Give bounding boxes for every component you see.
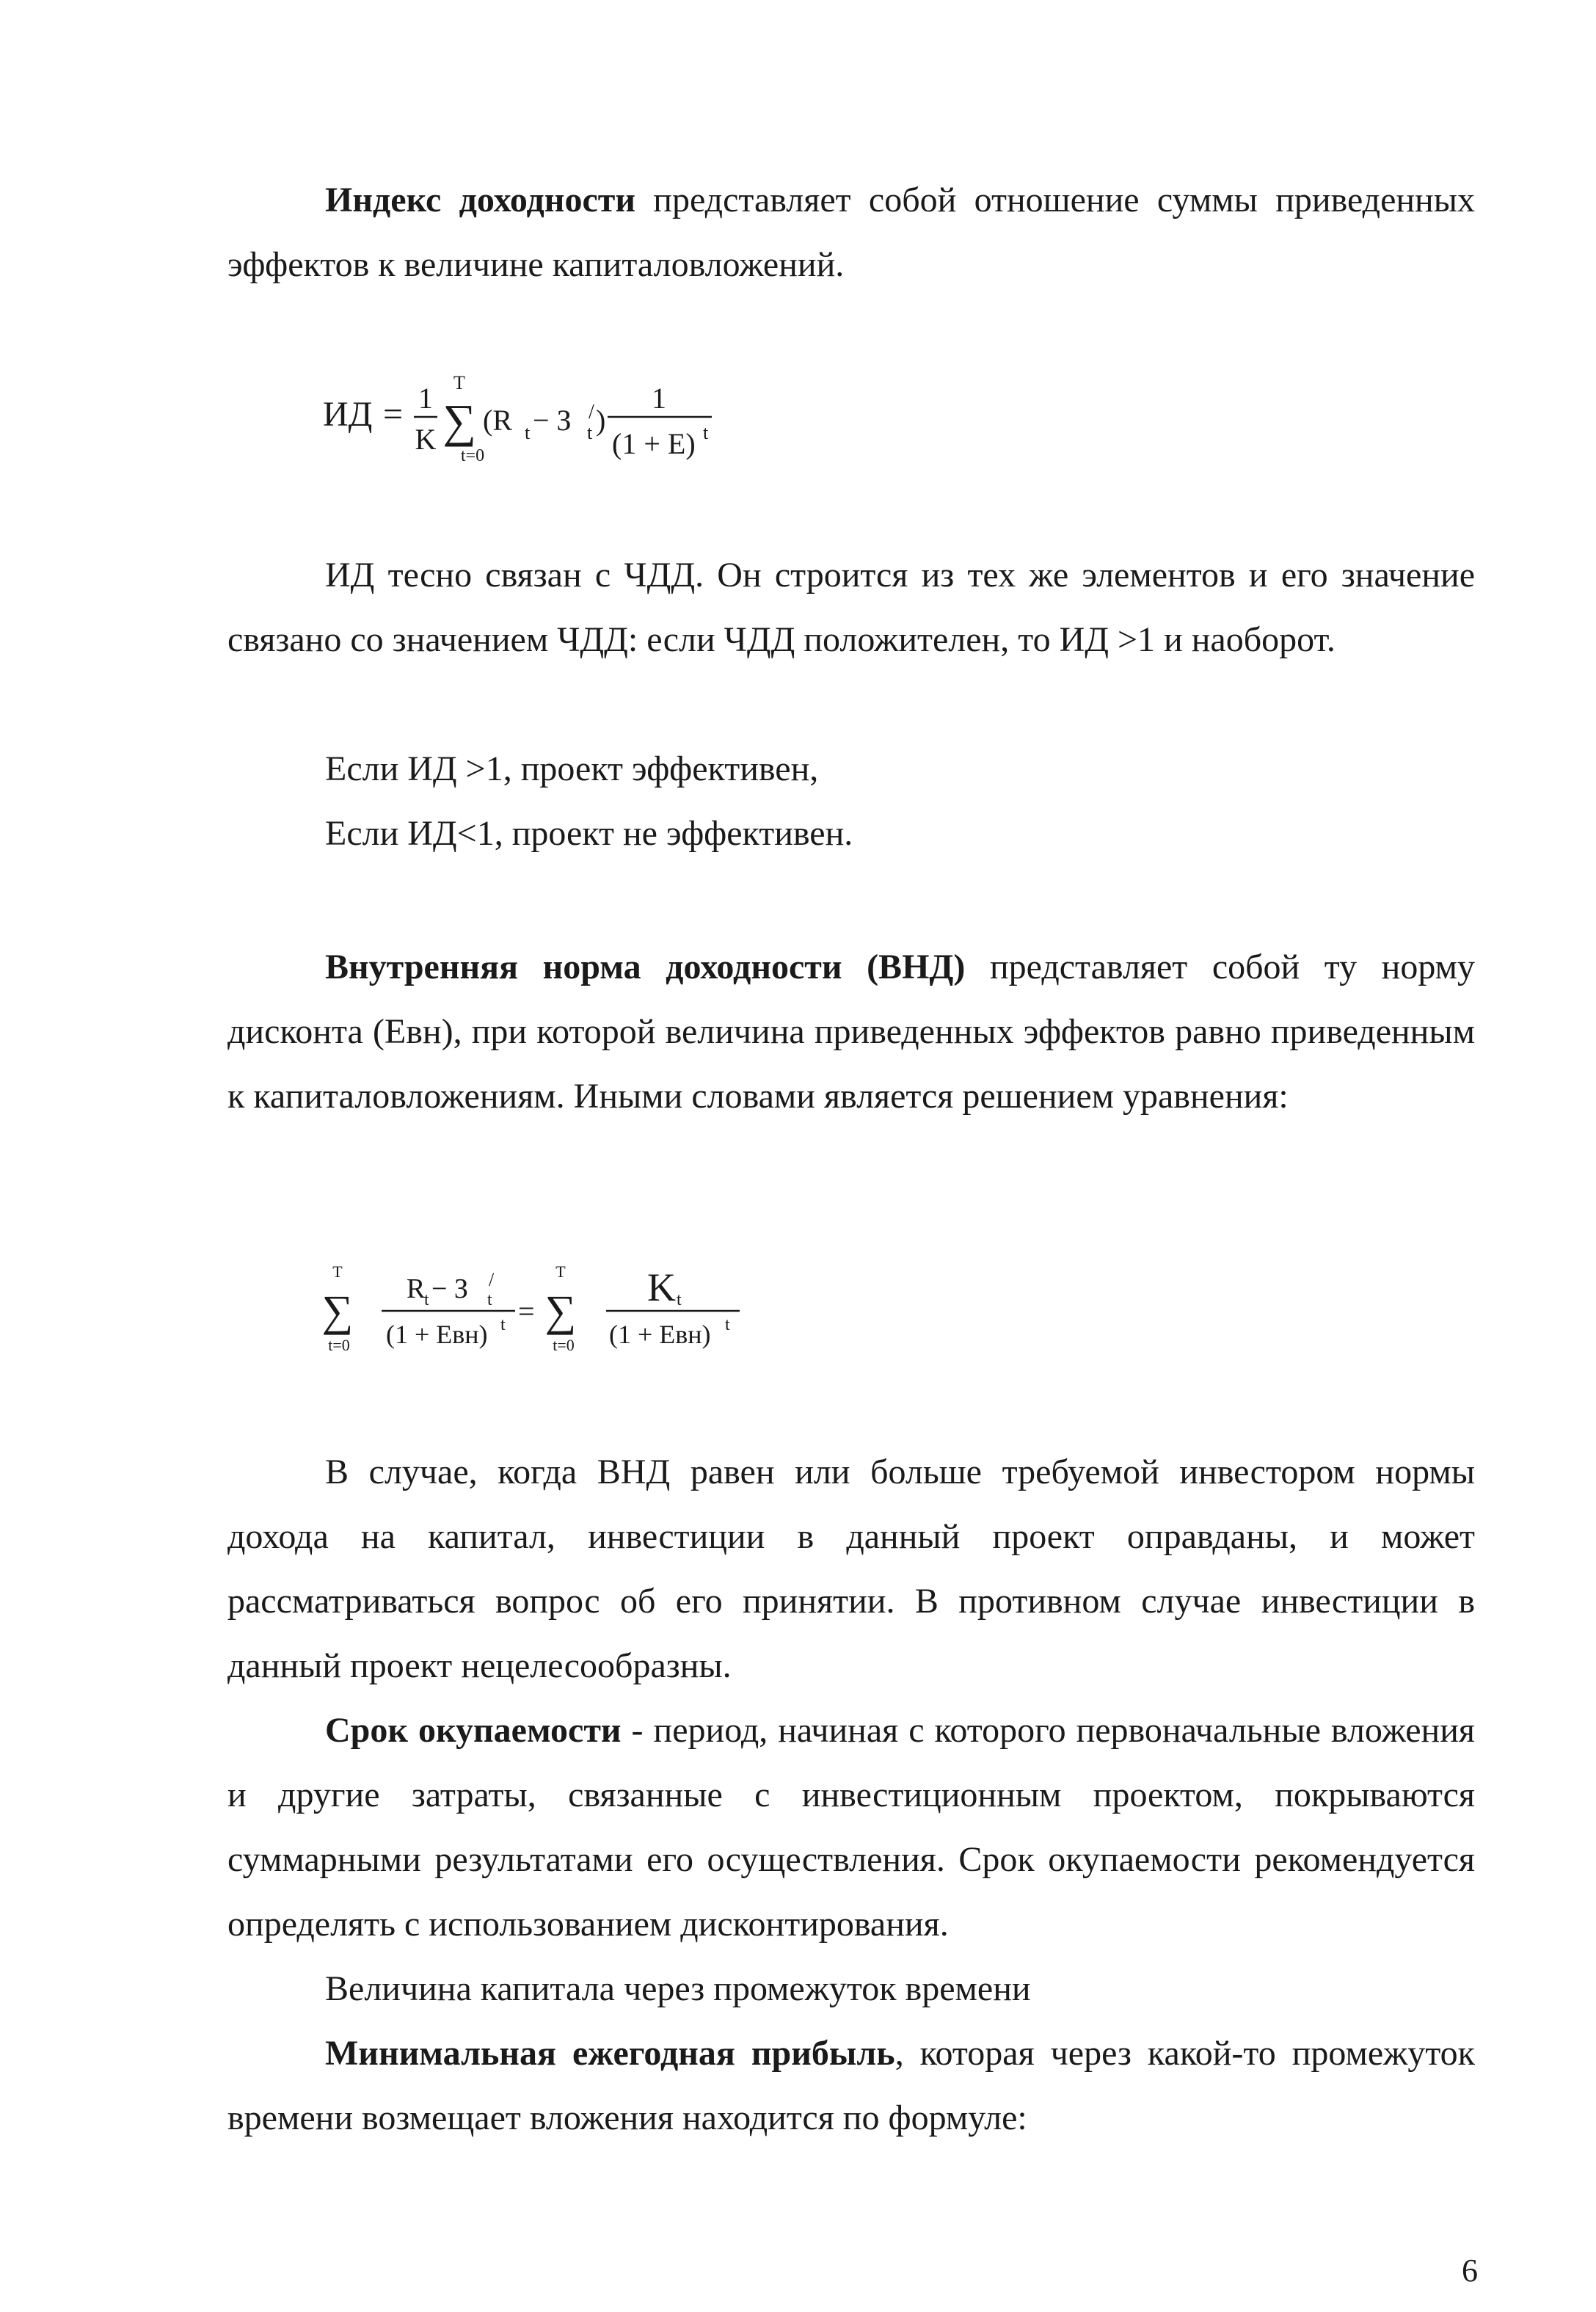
fraction2-numerator: 1 [652,382,666,415]
paren-open-r: (R [483,404,512,437]
paragraph-text: Величина капитала через промежуток времени [325,1969,1031,2008]
paragraph-id-greater-than-one [325,737,818,801]
lhs-numerator-r-subscript: t [424,1290,429,1309]
sum-lower-limit: t=0 [460,446,485,465]
paragraph-minimum-annual-profit [227,2021,1475,2151]
minus-z: − З [533,404,572,437]
rhs-denominator: (1 + Евн) [609,1320,711,1349]
paragraph-text: - период, начиная с которого первоначальные вложения и другие затраты, связанные с инвестиционным проектом, покрываются суммарными результатами его осуществления. Срок окупаемости рекомендуется определять с использованием дисконтирования. [227,1711,1475,1944]
paragraph-irr [227,935,1475,1129]
lhs-numerator-r: R [407,1273,426,1304]
r-subscript: t [525,422,531,443]
sum-upper-limit: T [453,372,465,393]
sigma1-symbol: ∑ [321,1287,354,1335]
sum2-lower-limit: t=0 [553,1336,575,1354]
paragraph-capital-over-time [325,1957,1031,2021]
lhs-denominator-exponent: t [500,1315,506,1334]
term-payback-period: Срок окупаемости [325,1711,622,1750]
z-prime: / [589,401,594,423]
paragraph-payback-period [227,1698,1475,1957]
sigma-symbol: ∑ [442,395,476,447]
formula-profitability-index [316,367,756,488]
term-minimum-annual-profit: Минимальная ежегодная прибыль [325,2034,895,2073]
sigma2-symbol: ∑ [544,1287,577,1335]
equation-equals: = [518,1295,535,1328]
paragraph-irr-decision [227,1440,1475,1698]
paragraph-text: В случае, когда ВНД равен или больше требуемой инвестором нормы дохода на капитал, инвестиции в данный проект оправданы, и может рассматриваться вопрос об его принятии. В противном случае инвестиции в данный проект нецелесообразны. [227,1453,1475,1685]
paragraph-text: ИД тесно связан с ЧДД. Он строится из тех же элементов и его значение связано со значением ЧДД: если ЧДД положителен, то ИД >1 и наоборот. [227,556,1475,659]
paragraph-text: представляет собой отношение суммы приведенных эффектов к величине капиталовложений. [227,181,1475,284]
formula-lhs: ИД [323,395,373,434]
term-profitability-index: Индекс доходности [325,181,635,219]
paren-close: ) [596,404,606,437]
paragraph-profitability-index [227,168,1475,297]
fraction2-denominator: (1 + E) [612,427,696,460]
paragraph-text: , которая через какой-то промежуток времени возмещает вложения находится по формуле: [227,2034,1475,2137]
sum2-upper-limit: T [555,1262,566,1281]
sum1-lower-limit: t=0 [328,1336,350,1354]
page-number: 6 [1462,2253,1478,2289]
lhs-numerator-z-prime: / [489,1269,495,1290]
fraction-denominator: K [415,423,437,456]
paragraph-id-relation [227,543,1475,672]
paragraph-text: представляет собой ту норму дисконта (Евн), при которой величина приведенных эффектов равно приведенным к капиталовложениям. Иными словами является решением уравнения: [227,948,1475,1116]
formula-irr-equation [316,1262,770,1376]
formula-equals: = [383,395,404,434]
lhs-denominator: (1 + Евн) [386,1320,488,1349]
paragraph-id-less-than-one [325,801,853,866]
fraction-numerator: 1 [418,382,433,415]
lhs-numerator-minus-z: − З [431,1273,468,1304]
lhs-numerator-z-subscript: t [487,1290,492,1309]
z-subscript: t [587,422,593,443]
rhs-numerator-k: K [647,1265,676,1309]
sum1-upper-limit: T [332,1262,343,1281]
paragraph-text: Если ИД >1, проект эффективен, [325,749,819,788]
term-irr: Внутренняя норма доходности (ВНД) [325,948,966,986]
rhs-numerator-k-subscript: t [677,1290,682,1309]
paragraph-text: Если ИД<1, проект не эффективен. [325,814,853,853]
fraction2-exponent: t [703,422,709,443]
rhs-denominator-exponent: t [725,1315,730,1334]
